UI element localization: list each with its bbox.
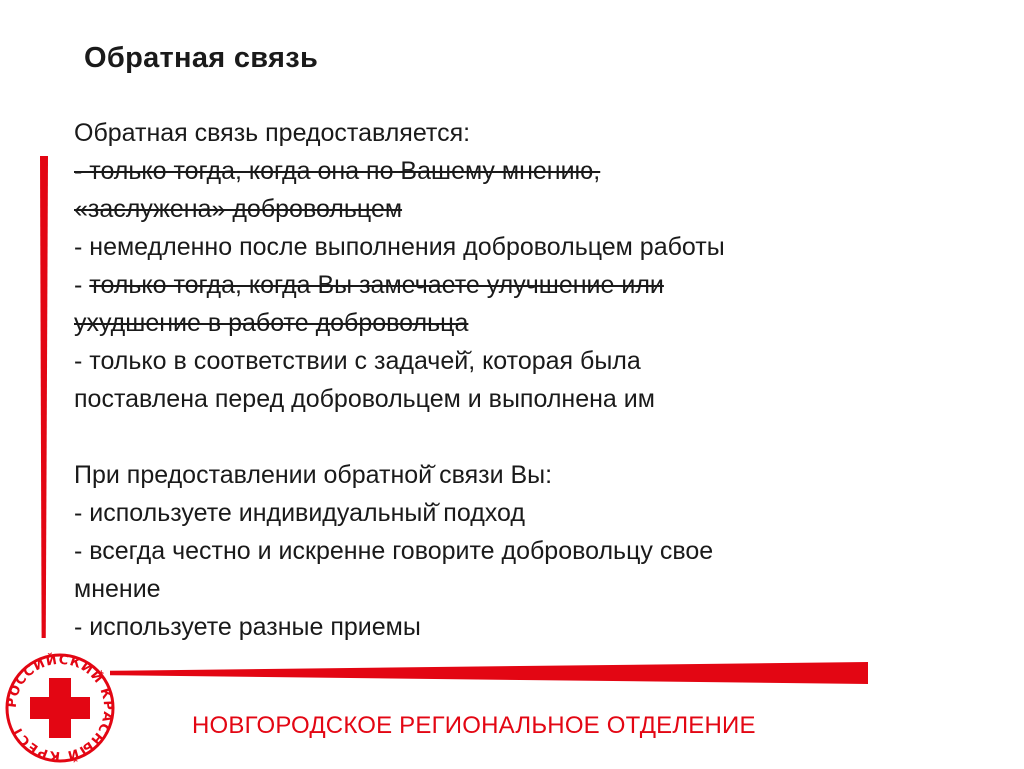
list-item-prefix: - bbox=[74, 271, 90, 299]
red-horizontal-bar bbox=[110, 662, 868, 684]
body-text bbox=[74, 114, 974, 646]
struck-item-line: - только тогда, когда она по Вашему мнению, bbox=[74, 157, 601, 185]
logo-ring-text: РОССИЙСКИЙ КРАСНЫЙ КРЕСТ bbox=[4, 652, 116, 764]
footer-text: НОВГОРОДСКОЕ РЕГИОНАЛЬНОЕ ОТДЕЛЕНИЕ bbox=[192, 712, 756, 739]
list-item: - используете индивидуальный̆ подход bbox=[74, 499, 525, 527]
red-vertical-bar bbox=[40, 156, 48, 638]
struck-item-line: «заслужена» добровольцем bbox=[74, 195, 403, 223]
red-cross-emblem bbox=[4, 652, 116, 764]
list-item: - всегда честно и искренне говорите добровольцу свое bbox=[74, 537, 714, 565]
list-item bbox=[74, 266, 974, 304]
section-intro-line: При предоставлении обратной̆ связи Вы: bbox=[74, 461, 553, 489]
slide-title: Обратная связь bbox=[84, 42, 319, 74]
intro-line: Обратная связь предоставляется: bbox=[74, 119, 471, 147]
paragraph-gap bbox=[74, 418, 974, 456]
list-item: - только в соответствии с задачей̆, которая была bbox=[74, 347, 641, 375]
struck-item-text: только тогда, когда Вы замечаете улучшение или bbox=[89, 271, 664, 299]
list-item: - используете разные приемы bbox=[74, 613, 421, 641]
struck-item-line: ухудшение в работе добровольца bbox=[74, 309, 469, 337]
list-item-continuation: поставлена перед добровольцем и выполнена им bbox=[74, 385, 655, 413]
red-cross-logo bbox=[4, 652, 116, 764]
list-item-continuation: мнение bbox=[74, 575, 161, 603]
list-item: - немедленно после выполнения добровольцем работы bbox=[74, 233, 725, 261]
